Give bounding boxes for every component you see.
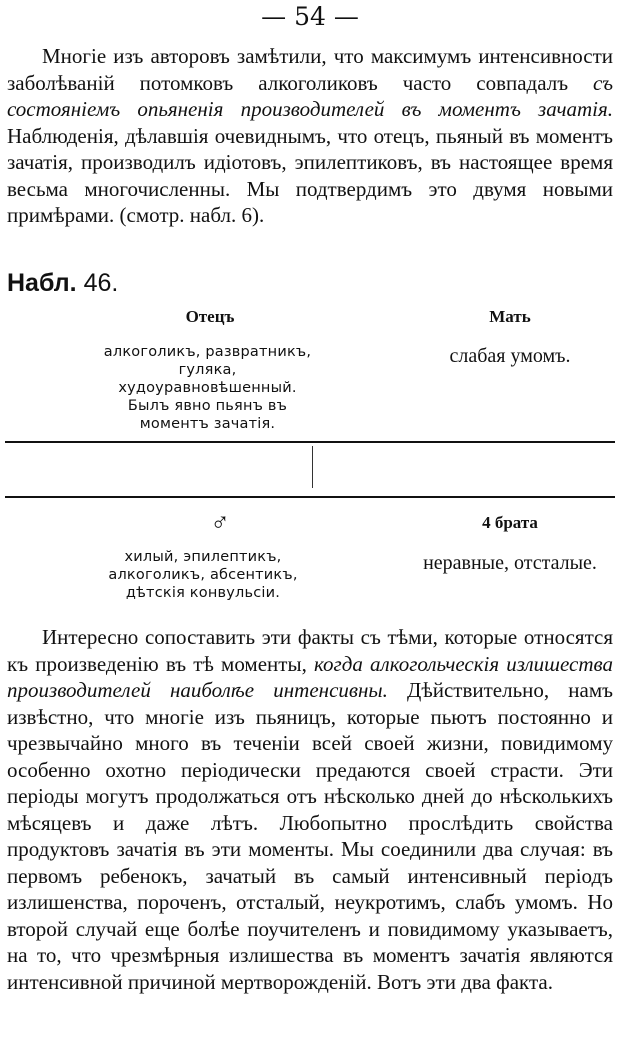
child-description: хилый, эпилептикъ, алкоголикъ, абсентикъ, дѣтскія конвульсіи. bbox=[108, 549, 298, 601]
paragraph-intro-text-a: Многіе изъ авторовъ замѣтили, что максимумъ интенсивности заболѣваній потомковъ алкоголиковъ часто совпадалъ bbox=[7, 44, 613, 95]
father-description: алкоголикъ, развратникъ, гуляка, худоуравновѣшенный. Былъ явно пьянъ въ моментъ зачатія. bbox=[103, 344, 312, 432]
page-number: — 54 — bbox=[261, 2, 359, 31]
table-divider-top bbox=[5, 441, 615, 443]
paragraph-intro bbox=[7, 43, 613, 229]
generation-connector bbox=[312, 446, 313, 488]
observation-heading bbox=[7, 268, 118, 298]
father-title: Отецъ bbox=[185, 307, 235, 326]
paragraph-main-text-b: Дѣйствительно, намъ извѣстно, что многіе изъ пьяницъ, которые пьютъ постоянно и чрезвычайно много въ теченіи всей своей жизни, повидимому особенно охотно періодически предаются своей страсти. Эти періоды могутъ продолжаться отъ нѣсколько дней до нѣсколькихъ мѣсяцевъ и даже лѣтъ. Любопытно прослѣдить свойства продуктовъ зачатія въ эти моменты. Мы соединили два случая: въ первомъ ребенокъ, зачатый въ самый интенсивный періодъ излишенства, пороченъ, отсталый, неукротимъ, слабъ умомъ. Но второй случай еще болѣе поучителенъ и повидимому указываетъ, на то, что чрезмѣрныя излишества въ моментъ зачатія являются интенсивной причиной мертворожденій. Вотъ эти два факта. bbox=[7, 678, 613, 994]
mother-title: Мать bbox=[489, 307, 531, 326]
mother-description: слабая умомъ. bbox=[449, 345, 571, 367]
paragraph-intro-text-b: Наблюденія, дѣлавшія очевиднымъ, что отецъ, пьяный въ моментъ зачатія, производилъ идіотовъ, эпилептиковъ, въ настоящее время весьма многочисленны. Мы подтвердимъ это двумя новыми примѣрами. (смотр. набл. 6). bbox=[7, 123, 613, 227]
brothers-title: 4 брата bbox=[482, 513, 538, 532]
paragraph-main-italic: когда алкогольческія излишества производителей наиболѣе интенсивны. bbox=[7, 651, 613, 702]
male-child-symbol: ♂ bbox=[210, 508, 230, 537]
table-divider-bottom bbox=[5, 496, 615, 498]
observation-label: Набл. bbox=[7, 269, 77, 297]
brothers-description: неравные, отсталые. bbox=[423, 552, 597, 574]
observation-number: 46. bbox=[83, 269, 119, 297]
paragraph-main bbox=[7, 624, 613, 995]
paragraph-main-text-a: Интересно сопоставить эти факты съ тѣми, которые относятся къ произведенію въ тѣ моменты, bbox=[7, 625, 613, 676]
paragraph-intro-italic: съ состояніемъ опьяненія производителей въ моментъ зачатія. bbox=[7, 70, 613, 121]
